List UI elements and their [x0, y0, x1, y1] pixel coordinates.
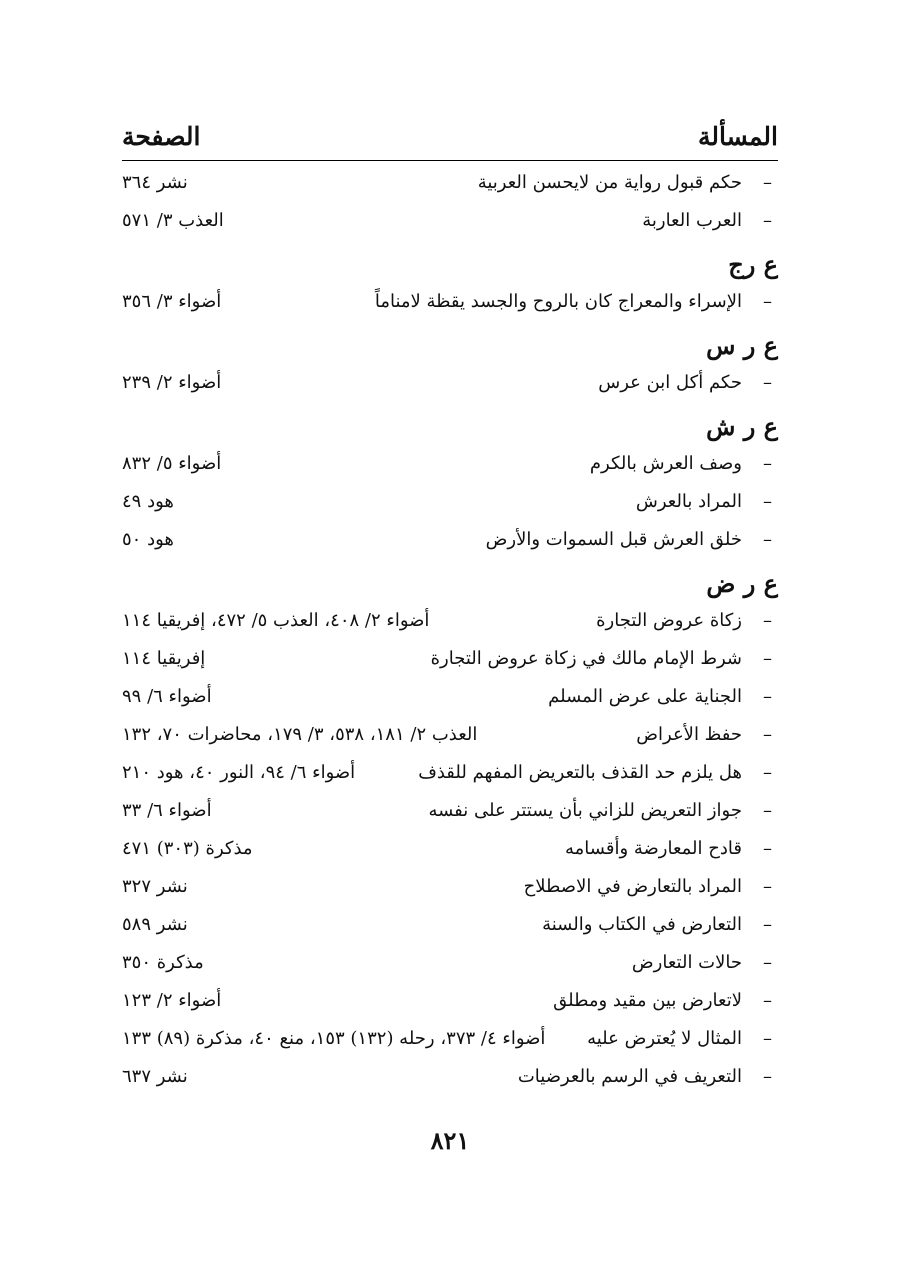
index-entries: [122, 164, 778, 1096]
entry-title: حكم أكل ابن عرس: [598, 372, 742, 393]
entry-title: لاتعارض بين مقيد ومطلق: [553, 990, 742, 1011]
entry-title: المثال لا يُعترض عليه: [587, 1028, 742, 1049]
entry-dash: –: [763, 491, 772, 512]
entry-reference: العذب ٢/ ١٨١، ٥٣٨، ٣/ ١٧٩، محاضرات ٧٠، ١٣٢: [122, 724, 478, 745]
entry-dash: –: [763, 724, 772, 745]
index-entry: [122, 982, 778, 1020]
entry-title: خلق العرش قبل السموات والأرض: [485, 529, 742, 550]
index-entry: [122, 906, 778, 944]
entry-dash: –: [763, 648, 772, 669]
entry-reference: أضواء ٣/ ٣٥٦: [122, 291, 222, 312]
entry-title: الجناية على عرض المسلم: [548, 686, 742, 707]
entry-title: جواز التعريض للزاني بأن يستتر على نفسه: [428, 800, 742, 821]
entry-reference: أضواء ٢/ ٤٠٨، العذب ٥/ ٤٧٢، إفريقيا ١١٤: [122, 610, 430, 631]
entry-dash: –: [763, 453, 772, 474]
root-heading: [122, 559, 778, 602]
index-entry: [122, 202, 778, 240]
index-entry: [122, 944, 778, 982]
root-heading: [122, 240, 778, 283]
entry-reference: أضواء ٤/ ٣٧٣، رحله (١٣٢) ١٥٣، منع ٤٠، مذكرة (٨٩) ١٣٣: [122, 1028, 546, 1049]
header-issue-label: المسألة: [698, 122, 778, 151]
root-heading: [122, 321, 778, 364]
entry-reference: نشر ٣٢٧: [122, 876, 188, 897]
entry-title: حفظ الأعراض: [636, 724, 742, 745]
entry-dash: –: [763, 952, 772, 973]
entry-title: وصف العرش بالكرم: [589, 453, 742, 474]
entry-dash: –: [763, 210, 772, 231]
page-number: ٨٢١: [430, 1126, 470, 1155]
entry-reference: هود ٥٠: [122, 529, 174, 550]
entry-title: زكاة عروض التجارة: [596, 610, 742, 631]
entry-dash: –: [763, 610, 772, 631]
entry-reference: أضواء ٢/ ٢٣٩: [122, 372, 222, 393]
entry-reference: نشر ٥٨٩: [122, 914, 188, 935]
entry-dash: –: [763, 800, 772, 821]
root-heading-text: ع رج: [728, 250, 778, 279]
entry-dash: –: [763, 529, 772, 550]
entry-reference: نشر ٦٣٧: [122, 1066, 188, 1087]
entry-reference: أضواء ٦/ ٣٣: [122, 800, 212, 821]
entry-dash: –: [763, 291, 772, 312]
index-entry: [122, 792, 778, 830]
index-entry: [122, 1020, 778, 1058]
entry-dash: –: [763, 372, 772, 393]
index-entry: [122, 830, 778, 868]
index-entry: [122, 602, 778, 640]
entry-reference: مذكرة ٣٥٠: [122, 952, 204, 973]
entry-title: التعريف في الرسم بالعرضيات: [517, 1066, 742, 1087]
entry-title: التعارض في الكتاب والسنة: [542, 914, 742, 935]
index-entry: [122, 868, 778, 906]
index-entry: [122, 1058, 778, 1096]
header-page-label: الصفحة: [122, 122, 201, 151]
entry-title: شرط الإمام مالك في زكاة عروض التجارة: [430, 648, 742, 669]
entry-title: هل يلزم حد القذف بالتعريض المفهم للقذف: [418, 762, 742, 783]
entry-dash: –: [763, 914, 772, 935]
entry-title: العرب العاربة: [642, 210, 742, 231]
root-heading-text: ع ر ش: [706, 412, 778, 441]
entry-title: قادح المعارضة وأقسامه: [565, 838, 742, 859]
entry-reference: أضواء ٦/ ٩٤، النور ٤٠، هود ٢١٠: [122, 762, 356, 783]
root-heading-text: ع ر ض: [706, 569, 778, 598]
entry-dash: –: [763, 838, 772, 859]
entry-dash: –: [763, 1066, 772, 1087]
index-entry: [122, 521, 778, 559]
index-entry: [122, 754, 778, 792]
index-entry: [122, 445, 778, 483]
entry-reference: نشر ٣٦٤: [122, 172, 188, 193]
entry-dash: –: [763, 876, 772, 897]
entry-reference: أضواء ٦/ ٩٩: [122, 686, 212, 707]
index-entry: [122, 283, 778, 321]
entry-dash: –: [763, 990, 772, 1011]
header-divider: [122, 160, 778, 161]
root-heading: [122, 402, 778, 445]
entry-reference: مذكرة (٣٠٣) ٤٧١: [122, 838, 253, 859]
entry-title: المراد بالتعارض في الاصطلاح: [523, 876, 742, 897]
index-entry: [122, 164, 778, 202]
index-entry: [122, 364, 778, 402]
column-header: [122, 118, 778, 162]
entry-reference: هود ٤٩: [122, 491, 174, 512]
entry-title: المراد بالعرش: [635, 491, 742, 512]
entry-dash: –: [763, 686, 772, 707]
root-heading-text: ع ر س: [706, 331, 778, 360]
entry-reference: أضواء ٥/ ٨٣٢: [122, 453, 222, 474]
entry-reference: العذب ٣/ ٥٧١: [122, 210, 224, 231]
entry-title: الإسراء والمعراج كان بالروح والجسد يقظة لامناماً: [374, 291, 742, 312]
index-entry: [122, 678, 778, 716]
index-entry: [122, 483, 778, 521]
index-entry: [122, 640, 778, 678]
entry-title: حالات التعارض: [631, 952, 742, 973]
entry-dash: –: [763, 172, 772, 193]
entry-dash: –: [763, 1028, 772, 1049]
entry-dash: –: [763, 762, 772, 783]
entry-title: حكم قبول رواية من لايحسن العربية: [477, 172, 742, 193]
index-entry: [122, 716, 778, 754]
entry-reference: إفريقيا ١١٤: [122, 648, 206, 669]
entry-reference: أضواء ٢/ ١٢٣: [122, 990, 222, 1011]
